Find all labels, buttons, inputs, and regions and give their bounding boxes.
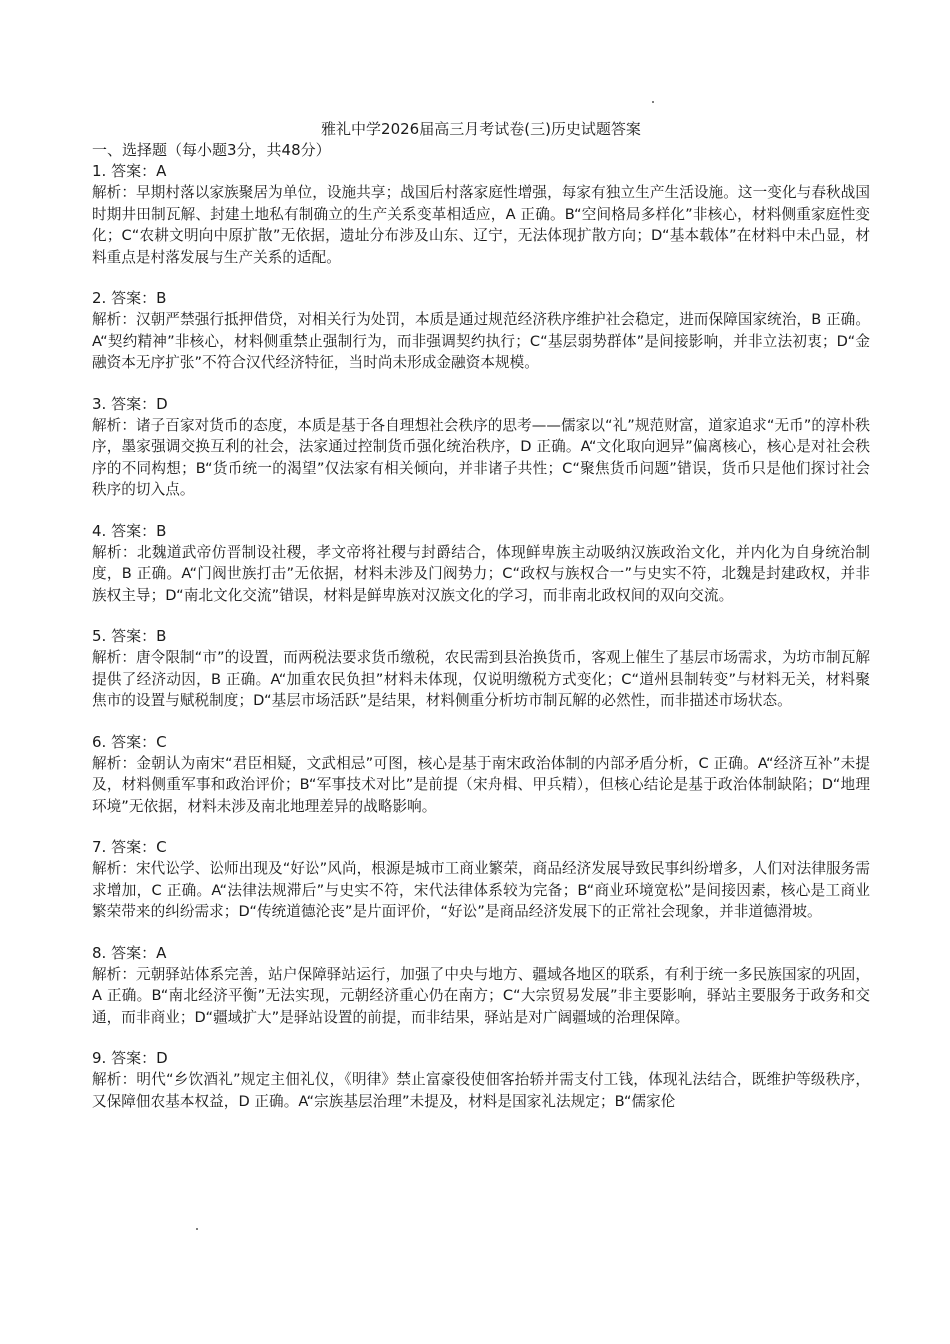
answer-line: 1. 答案：A	[92, 162, 167, 180]
question-item-4	[92, 521, 870, 607]
scan-dot-bottom	[196, 1228, 198, 1230]
analysis-text: 解析：金朝认为南宋“君臣相疑，文武相忌”可图，核心是基于南宋政治体制的内部矛盾分析，C 正确。A“经济互补”未提及，材料侧重军事和政治评价；B“军事技术对比”是前提（宋舟楫、甲兵精），但核心结论是基于政治体制缺陷；D“地理环境”无依据，材料未涉及南北地理差异的战略影响。	[92, 754, 870, 815]
analysis-text: 解析：宋代讼学、讼师出现及“好讼”风尚，根源是城市工商业繁荣，商品经济发展导致民事纠纷增多，人们对法律服务需求增加，C 正确。A“法律法规滞后”与史实不符，宋代法律体系较为完备；B“商业环境宽松”是间接因素，核心是工商业繁荣带来的纠纷需求；D“传统道德沦丧”是片面评价，“好讼”是商品经济发展下的正常社会现象，并非道德滑坡。	[92, 860, 870, 920]
question-item-2	[92, 288, 870, 374]
question-item-1	[92, 161, 870, 268]
question-item-6	[92, 732, 870, 818]
analysis-text: 解析：元朝驿站体系完善，站户保障驿站运行，加强了中央与地方、疆域各地区的联系，有利于统一多民族国家的巩固，A 正确。B“南北经济平衡”无法实现，元朝经济重心仍在南方；C“大宗贸易发展”非主要影响，驿站主要服务于政务和交通，而非商业；D“疆域扩大”是驿站设置的前提，而非结果，驿站是对广阔疆域的治理保障。	[92, 965, 870, 1026]
answer-sheet	[92, 118, 870, 1132]
question-item-9	[92, 1048, 870, 1112]
answer-line: 3. 答案：D	[92, 394, 168, 413]
question-item-5	[92, 626, 870, 712]
answer-line: 5. 答案：B	[92, 627, 167, 645]
analysis-text: 解析：明代“乡饮酒礼”规定主佃礼仪，《明律》禁止富豪役使佃客抬轿并需支付工钱，体现礼法结合，既维护等级秩序，又保障佃农基本权益，D 正确。A“宗族基层治理”未提及，材料是国家礼法规定；B“儒家伦	[92, 1071, 870, 1110]
answer-line: 2. 答案：B	[92, 289, 167, 307]
section-heading: 一、选择题（每小题3分，共48分）	[92, 141, 331, 159]
question-item-7	[92, 837, 870, 923]
analysis-text: 解析：汉朝严禁强行抵押借贷，对相关行为处罚，本质是通过规范经济秩序维护社会稳定，进而保障国家统治，B 正确。A“契约精神”非核心，材料侧重禁止强制行为，而非强调契约执行；C“基层弱势群体”是间接影响，并非立法初衷；D“金融资本无序扩张”不符合汉代经济特征，当时尚未形成金融资本规模。	[92, 311, 870, 371]
analysis-text: 解析：早期村落以家族聚居为单位，设施共享；战国后村落家庭性增强，每家有独立生产生活设施。这一变化与春秋战国时期井田制瓦解、封建土地私有制确立的生产关系变革相适应，A 正确。B“空间格局多样化”非核心，材料侧重家庭性变化；C“农耕文明向中原扩散”无依据，遗址分布涉及山东、辽宁，无法体现扩散方向；D“基本载体”在材料中未凸显，材料重点是村落发展与生产关系的适配。	[92, 184, 870, 266]
answer-line: 8. 答案：A	[92, 943, 167, 962]
answer-line: 4. 答案：B	[92, 521, 167, 540]
question-item-3	[92, 394, 870, 501]
question-item-8	[92, 943, 870, 1029]
answer-line: 6. 答案：C	[92, 732, 167, 751]
analysis-text: 解析：诸子百家对货币的态度，本质是基于各自理想社会秩序的思考——儒家以“礼”规范财富，道家追求“无币”的淳朴秩序，墨家强调交换互利的社会，法家通过控制货币强化统治秩序，D 正确。A“文化取向迥异”偏离核心，核心是对社会秩序的不同构想；B“货币统一的渴望”仅法家有相关倾向，并非诸子共性；C“聚焦货币问题”错误，货币只是他们探讨社会秩序的切入点。	[92, 416, 870, 498]
page-title: 雅礼中学2026届高三月考试卷(三)历史试题答案	[321, 120, 641, 138]
analysis-text: 解析：北魏道武帝仿晋制设社稷，孝文帝将社稷与封爵结合，体现鲜卑族主动吸纳汉族政治文化，并内化为自身统治制度，B 正确。A“门阀世族打击”无依据，材料未涉及门阀势力；C“政权与族权合一”与史实不符，北魏是封建政权，并非族权主导；D“南北文化交流”错误，材料是鲜卑族对汉族文化的学习，而非南北政权间的双向交流。	[92, 543, 870, 604]
answer-line: 7. 答案：C	[92, 838, 167, 856]
answer-line: 9. 答案：D	[92, 1049, 168, 1067]
scan-dot-top	[652, 101, 654, 103]
analysis-text: 解析：唐令限制“市”的设置，而两税法要求货币缴税，农民需到县治换货币，客观上催生了基层市场需求，为坊市制瓦解提供了经济动因，B 正确。A“加重农民负担”材料未体现，仅说明缴税方式变化；C“道州县制转变”与材料无关，材料聚焦市的设置与赋税制度；D“基层市场活跃”是结果，材料侧重分析坊市制瓦解的必然性，而非描述市场状态。	[92, 649, 870, 709]
